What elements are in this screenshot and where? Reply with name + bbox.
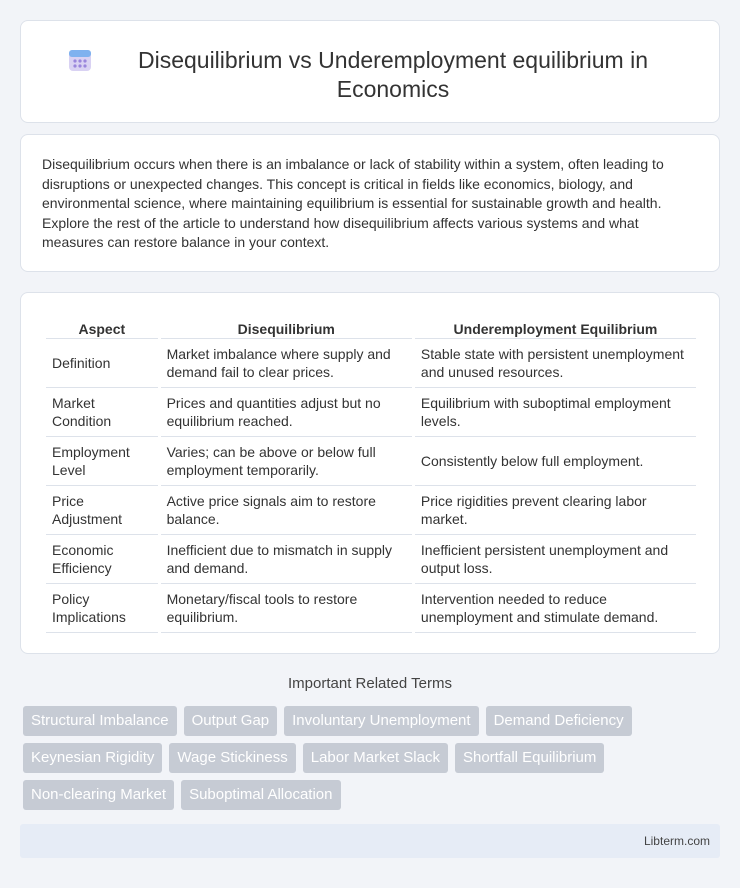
comparison-table bbox=[43, 313, 699, 633]
table-row bbox=[46, 535, 696, 584]
row-disequilibrium: Monetary/fiscal tools to restore equilibrium. bbox=[161, 584, 412, 633]
table-row bbox=[46, 584, 696, 633]
tag-involuntary-unemployment[interactable]: Involuntary Unemployment bbox=[284, 706, 478, 736]
tag-demand-deficiency[interactable]: Demand Deficiency bbox=[486, 706, 632, 736]
page-title: Disequilibrium vs Underemployment equilibrium in Economics bbox=[137, 47, 649, 102]
tag-output-gap[interactable]: Output Gap bbox=[184, 706, 278, 736]
row-underemployment: Equilibrium with suboptimal employment levels. bbox=[415, 388, 696, 437]
tag-keynesian-rigidity[interactable]: Keynesian Rigidity bbox=[23, 743, 162, 773]
row-underemployment: Price rigidities prevent clearing labor market. bbox=[415, 486, 696, 535]
header-underemployment: Underemployment Equilibrium bbox=[415, 313, 696, 339]
row-underemployment: Intervention needed to reduce unemployment and stimulate demand. bbox=[415, 584, 696, 633]
row-disequilibrium: Market imbalance where supply and demand fail to clear prices. bbox=[161, 339, 412, 388]
tag-non-clearing-market[interactable]: Non-clearing Market bbox=[23, 780, 174, 810]
intro-paragraph: Disequilibrium occurs when there is an imbalance or lack of stability within a system, often leading to disruptions or unexpected changes. This concept is critical in fields like economics, biology, and environmental science, where maintaining equilibrium is essential for sustainable growth and health. Explore the rest of the article to understand how disequilibrium affects various systems and what measures can restore balance in your context. bbox=[42, 156, 664, 251]
header-aspect: Aspect bbox=[46, 313, 158, 339]
row-underemployment: Inefficient persistent unemployment and output loss. bbox=[415, 535, 696, 584]
intro-card bbox=[20, 134, 720, 272]
tag-labor-market-slack[interactable]: Labor Market Slack bbox=[303, 743, 448, 773]
header-disequilibrium: Disequilibrium bbox=[161, 313, 412, 339]
table-row bbox=[46, 388, 696, 437]
row-underemployment: Stable state with persistent unemployment and unused resources. bbox=[415, 339, 696, 388]
table-row bbox=[46, 437, 696, 486]
row-aspect: Policy Implications bbox=[46, 584, 158, 633]
row-aspect: Employment Level bbox=[46, 437, 158, 486]
row-aspect: Definition bbox=[46, 339, 158, 388]
row-aspect: Market Condition bbox=[46, 388, 158, 437]
footer-site-link[interactable]: Libterm.com bbox=[643, 834, 710, 848]
row-underemployment: Consistently below full employment. bbox=[415, 437, 696, 486]
row-aspect: Economic Efficiency bbox=[46, 535, 158, 584]
table-row bbox=[46, 339, 696, 388]
table-row bbox=[46, 486, 696, 535]
row-disequilibrium: Active price signals aim to restore balance. bbox=[161, 486, 412, 535]
related-terms-title: Important Related Terms bbox=[288, 675, 452, 692]
row-aspect: Price Adjustment bbox=[46, 486, 158, 535]
tag-suboptimal-allocation[interactable]: Suboptimal Allocation bbox=[181, 780, 340, 810]
row-disequilibrium: Varies; can be above or below full employment temporarily. bbox=[161, 437, 412, 486]
tag-wage-stickiness[interactable]: Wage Stickiness bbox=[169, 743, 295, 773]
tag-structural-imbalance[interactable]: Structural Imbalance bbox=[23, 706, 177, 736]
row-disequilibrium: Prices and quantities adjust but no equilibrium reached. bbox=[161, 388, 412, 437]
title-card bbox=[20, 20, 720, 123]
comparison-card bbox=[20, 292, 720, 654]
footer bbox=[20, 824, 720, 858]
related-terms-list bbox=[23, 706, 713, 817]
tag-shortfall-equilibrium[interactable]: Shortfall Equilibrium bbox=[455, 743, 604, 773]
row-disequilibrium: Inefficient due to mismatch in supply and demand. bbox=[161, 535, 412, 584]
table-header-row bbox=[46, 313, 696, 339]
calendar-icon bbox=[67, 47, 93, 73]
